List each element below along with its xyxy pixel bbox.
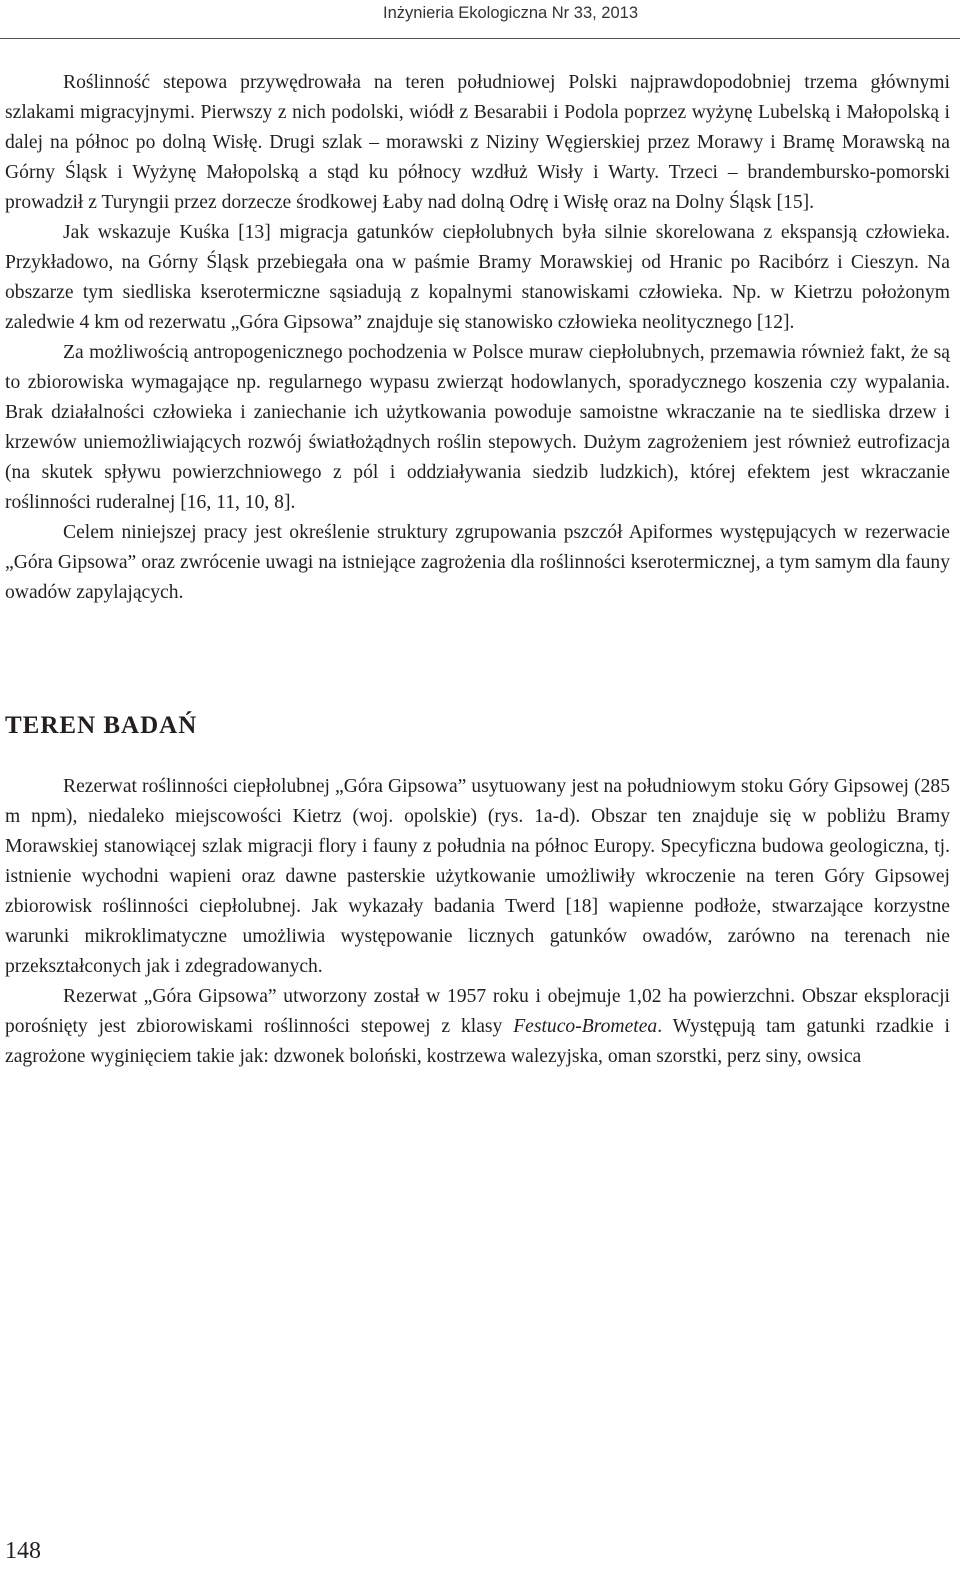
plant-class-name: Festuco-Brometea — [513, 1016, 658, 1037]
article-body — [5, 68, 950, 1072]
reserve-text-end: . Występują tam gatunki rzadkie i zagrożone wyginięciem takie jak: dzwonek boloński, kostrzewa walezyjska, oman szorstki, perz siny, owsica — [5, 1016, 950, 1067]
paragraph-anthropogenic-origin: Za możliwością antropogenicznego pochodzenia w Polsce muraw ciepłolubnych, przemawia również fakt, że są to zbiorowiska wymagające np. regularnego wypasu zwierząt hodowlanych, sporadycznego koszenia czy wypalania. Brak działalności człowieka i zaniechanie ich użytkowania powoduje samoistne wkraczanie na te siedliska drzew i krzewów uniemożliwiających rozwój światłożądnych roślin stepowych. Dużym zagrożeniem jest również eutrofizacja (na skutek spływu powierzchniowego z pól i oddziaływania siedzib ludzkich), której efektem jest wkraczanie roślinności ruderalnej [16, 11, 10, 8]. — [5, 342, 950, 513]
paragraph-reserve-description — [5, 982, 950, 1072]
journal-title: Inżynieria Ekologiczna Nr 33, 2013 — [383, 4, 638, 22]
page-number: 148 — [5, 1538, 41, 1564]
paragraph-human-expansion: Jak wskazuje Kuśka [13] migracja gatunków ciepłolubnych była silnie skorelowana z ekspansją człowieka. Przykładowo, na Górny Śląsk przebiegała ona w paśmie Bramy Morawskiej od Hranic po Racibórz i Cieszyn. Na obszarze tym siedliska kserotermiczne sąsiadują z kopalnymi stanowiskami człowieka. Np. w Kietrzu położonym zaledwie 4 km od rezerwatu „Góra Gipsowa” znajduje się stanowisko człowieka neolitycznego [12]. — [5, 222, 950, 333]
section-heading: TEREN BADAŃ — [5, 712, 198, 739]
paragraph-study-aim: Celem niniejszej pracy jest określenie struktury zgrupowania pszczół Apiformes występujących w rezerwacie „Góra Gipsowa” oraz zwrócenie uwagi na istniejące zagrożenia dla roślinności kserotermicznej, a tym samym dla fauny owadów zapylających. — [5, 522, 950, 603]
paragraph-study-area: Rezerwat roślinności ciepłolubnej „Góra Gipsowa” usytuowany jest na południowym stoku Góry Gipsowej (285 m npm), niedaleko miejscowości Kietrz (woj. opolskie) (rys. 1a-d). Obszar ten znajduje się w pobliżu Bramy Morawskiej stanowiącej szlak migracji flory i fauny z południa na północ Europy. Specyficzna budowa geologiczna, tj. istnienie wychodni wapieni oraz dawne pasterskie użytkowanie umożliwiły wkroczenie na teren Góry Gipsowej zbiorowisk roślinności ciepłolubnej. Jak wykazały badania Twerd [18] wapienne podłoże, stwarzające korzystne warunki mikroklimatyczne umożliwia występowanie licznych gatunków owadów, zarówno na terenach nie przekształconych jak i zdegradowanych. — [5, 776, 950, 977]
running-header — [0, 0, 960, 39]
reserve-text-start: Rezerwat „Góra Gipsowa” utworzony został w 1957 roku i obejmuje 1,02 ha powierzchni. Obszar eksploracji porośnięty jest zbiorowiskami roślinności stepowej z klasy — [5, 986, 950, 1037]
paragraph-migration-routes: Roślinność stepowa przywędrowała na teren południowej Polski najprawdopodobniej trzema głównymi szlakami migracyjnymi. Pierwszy z nich podolski, wiódł z Besarabii i Podola poprzez wyżynę Lubelską i Małopolską i dalej na północ po dolną Wisłę. Drugi szlak – morawski z Niziny Węgierskiej przez Morawy i Bramę Morawską na Górny Śląsk i Wyżynę Małopolską a stąd ku północy wzdłuż Wisły i Warty. Trzeci – brandembursko-pomorski prowadził z Turyngii przez dorzecze środkowej Łaby nad dolną Odrę i Wisłę oraz na Dolny Śląsk [15]. — [5, 72, 950, 213]
